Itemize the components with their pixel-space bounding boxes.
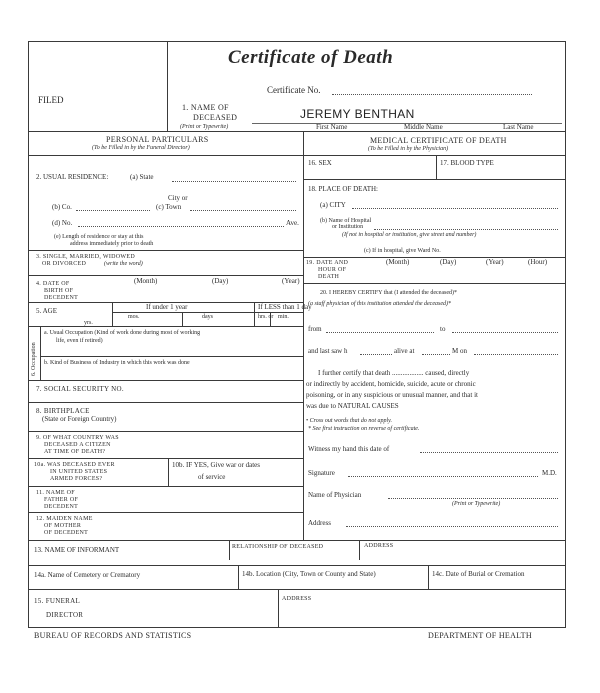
certificate-no-label: Certificate No. — [267, 85, 321, 95]
line-after-16 — [303, 179, 565, 180]
cemetery-divider-1 — [238, 565, 239, 589]
line-after-2 — [28, 250, 303, 251]
yrs-label: yrs. — [84, 320, 93, 326]
right-section-line — [303, 155, 565, 156]
bottom-border — [28, 627, 566, 628]
field-20-line-a: 20. I HEREBY CERTIFY that (I attended the deceased)* — [320, 290, 457, 296]
from-label: from — [308, 325, 322, 333]
field-6a-label-b: life, even if retired) — [56, 338, 103, 344]
line-after-19 — [303, 283, 565, 284]
under-1-year-label: If under 1 year — [146, 303, 188, 311]
header-bottom-border — [28, 131, 566, 132]
field-6a-label-a: a. Usual Occupation (Kind of work done during most of working — [44, 330, 201, 336]
field-14a-label: 14a. Name of Cemetery or Crematory — [34, 571, 141, 579]
physician-print-hint: (Print or Typewrite) — [452, 501, 501, 507]
age-divider-1 — [112, 302, 113, 326]
filed-label: FILED — [38, 95, 64, 105]
line-after-3 — [28, 275, 303, 276]
funeral-divider — [278, 589, 279, 627]
field-4-label-b: BIRTH OF — [44, 288, 74, 294]
footnote-instruction: * See first instruction on reverse of certificate. — [308, 426, 420, 432]
field-6b-label: b. Kind of Business of Industry in which this work was done — [44, 360, 190, 366]
md-label: M.D. — [542, 469, 557, 477]
line-after-18 — [303, 257, 565, 258]
field-2e-label-a: (e) Length of residence or stay at this — [54, 234, 144, 240]
field-9-label-c: AT TIME OF DEATH? — [44, 449, 106, 455]
city-or-label: City or — [168, 194, 188, 202]
signature-label: Signature — [308, 469, 335, 477]
field-11-label-a: 11. NAME OF — [36, 490, 75, 496]
hospital-name-field[interactable] — [374, 229, 558, 230]
field-12-label-a: 12. MAIDEN NAME — [36, 516, 93, 522]
county-field[interactable] — [76, 210, 150, 211]
field-1-label-b: DECEASED — [193, 113, 238, 122]
medical-certificate-title: MEDICAL CERTIFICATE OF DEATH — [370, 136, 507, 145]
death-day-label: (Day) — [440, 258, 457, 266]
death-city-field[interactable] — [352, 208, 558, 209]
personal-particulars-subtitle: (To be Filled in by the Funeral Director) — [92, 145, 190, 151]
line-after-9 — [28, 458, 303, 459]
field-19-label-c: DEATH — [318, 274, 340, 280]
field-20-line-b: (a staff physician of this institution attended the deceased)* — [308, 301, 451, 307]
field-12-label-c: OF DECEDENT — [44, 530, 89, 536]
field-13-label: 13. NAME OF INFORMANT — [34, 546, 120, 554]
birth-month-label: (Month) — [134, 277, 158, 285]
ave-label: Ave. — [286, 219, 299, 227]
death-hour-label: (Hour) — [528, 258, 548, 266]
field-5-label: 5. AGE — [36, 307, 57, 315]
birth-year-label: (Year) — [282, 277, 300, 285]
funeral-address-label: ADDRESS — [282, 596, 312, 602]
to-date-field[interactable] — [452, 332, 558, 333]
last-saw-date-field[interactable] — [474, 354, 558, 355]
filed-divider — [167, 41, 168, 131]
field-4-label-a: 4. DATE OF — [36, 281, 70, 287]
occupation-side-line — [40, 326, 41, 380]
field-10a-label-a: 10a. WAS DECEASED EVER — [34, 462, 115, 468]
witness-label: Witness my hand this date of — [308, 445, 390, 453]
field-2b-label: (b) Co. — [52, 203, 72, 211]
death-month-label: (Month) — [386, 258, 410, 266]
field-9-label-b: DECEASED A CITIZEN — [44, 442, 111, 448]
last-saw-pronoun-field[interactable] — [360, 354, 392, 355]
field-10b-label-b: of service — [198, 473, 226, 481]
min-label: min. — [278, 314, 289, 320]
field-3-label-a: 3. SINGLE, MARRIED, WIDOWED — [36, 254, 135, 260]
last-saw-label-b: alive at — [394, 347, 415, 355]
field-11-label-c: DECEDENT — [44, 504, 79, 510]
first-name-label: First Name — [316, 123, 348, 131]
field-12-label-b: OF MOTHER — [44, 523, 82, 529]
field-19-label-a: 19. DATE AND — [306, 260, 349, 266]
informant-divider-2 — [359, 540, 360, 560]
physician-address-label: Address — [308, 519, 331, 527]
field-3-label-b: OR DIVORCED — [42, 261, 87, 267]
signature-field[interactable] — [348, 476, 538, 477]
physician-name-label: Name of Physician — [308, 491, 362, 499]
line-after-6a — [40, 356, 303, 357]
days-label: days — [202, 314, 213, 320]
age-divider-2 — [254, 302, 255, 326]
age-divider-3 — [182, 312, 183, 326]
line-after-12 — [28, 540, 566, 541]
line-after-10 — [28, 486, 303, 487]
from-date-field[interactable] — [326, 332, 434, 333]
town-field[interactable] — [190, 210, 296, 211]
field-19-label-b: HOUR OF — [318, 267, 347, 273]
field-4-label-c: DECEDENT — [44, 295, 79, 301]
certificate-no-field[interactable] — [332, 94, 532, 95]
further-certify-line-1: I further certify that death .................. caused, directly — [318, 369, 470, 377]
occupation-vertical-label: 6. Occupation — [31, 342, 37, 376]
informant-divider-1 — [229, 540, 230, 560]
death-year-label: (Year) — [486, 258, 504, 266]
field-15-label-b: DIRECTOR — [46, 611, 84, 619]
field-18b-label-a: (b) Name of Hospital — [320, 218, 372, 224]
field-14c-label: 14c. Date of Burial or Cremation — [432, 570, 525, 578]
line-after-5 — [28, 326, 303, 327]
page-title: Certificate of Death — [228, 47, 394, 68]
to-label: to — [440, 325, 446, 333]
further-certify-line-4: was due to NATURAL CAUSES — [306, 402, 399, 410]
line-after-6 — [28, 380, 303, 381]
field-18-label: 18. PLACE OF DEATH: — [308, 185, 379, 193]
center-divider — [303, 131, 304, 540]
physician-address-field[interactable] — [346, 526, 558, 527]
field-10b-label-a: 10b. IF YES, Give war or dates — [172, 461, 261, 469]
field-3-hint: (write the word) — [104, 261, 143, 267]
street-no-field[interactable] — [78, 226, 284, 227]
birth-day-label: (Day) — [212, 277, 229, 285]
last-saw-label-c: M on — [452, 347, 467, 355]
field-16-label: 16. SEX — [308, 159, 332, 167]
hrs-or-label: hrs. or — [258, 314, 274, 320]
field-17-label: 17. BLOOD TYPE — [440, 159, 494, 167]
field-2c-label: (c) Town — [156, 203, 182, 211]
middle-name-label: Middle Name — [404, 123, 443, 131]
top-border — [28, 41, 566, 42]
field-8-label-b: (State or Foreign Country) — [42, 415, 117, 423]
field-11-label-b: FATHER OF — [44, 497, 79, 503]
bureau-label: BUREAU OF RECORDS AND STATISTICS — [34, 631, 192, 640]
physician-name-field[interactable] — [388, 498, 558, 499]
field-1-hint: (Print or Typewrite) — [180, 124, 229, 130]
footnote-cross-out: • Cross out words that do not apply. — [306, 418, 393, 424]
further-certify-line-3: poisoning, or in any suspicious or unusual manner, and that it — [306, 391, 478, 399]
personal-particulars-title: PERSONAL PARTICULARS — [106, 135, 209, 144]
deceased-name-value: JEREMY BENTHAN — [300, 107, 415, 121]
mos-label: mos. — [128, 314, 140, 320]
age-sub-line — [112, 312, 303, 313]
field-10a-label-b: IN UNITED STATES — [50, 469, 108, 475]
sex-blood-divider — [436, 155, 437, 179]
last-saw-label-a: and last saw h — [308, 347, 348, 355]
last-saw-time-field[interactable] — [422, 354, 450, 355]
line-after-13 — [28, 565, 566, 566]
field-18c-label: (c) If in hospital, give Ward No. — [364, 248, 441, 254]
cemetery-divider-2 — [428, 565, 429, 589]
field-18b-label-b: or Institution — [332, 224, 364, 230]
field-2a-label: (a) State — [130, 173, 154, 181]
field-14b-label: 14b. Location (City, Town or County and State) — [242, 570, 376, 578]
field-18a-label: (a) CITY — [320, 201, 346, 209]
field-15-label-a: 15. FUNERAL — [34, 597, 81, 605]
informant-address-label: ADDRESS — [364, 543, 394, 549]
department-label: DEPARTMENT OF HEALTH — [428, 631, 532, 640]
line-after-7 — [28, 402, 303, 403]
witness-date-field[interactable] — [420, 452, 558, 453]
field-2-label: 2. USUAL RESIDENCE: — [36, 173, 109, 181]
field-10a-label-c: ARMED FORCES? — [50, 476, 103, 482]
line-after-8 — [28, 431, 303, 432]
medical-certificate-subtitle: (To be Filled in by the Physician) — [368, 146, 449, 152]
relationship-label: RELATIONSHIP OF DECEASED — [232, 544, 324, 550]
state-field[interactable] — [172, 181, 296, 182]
field-2d-label: (d) No. — [52, 219, 73, 227]
last-name-label: Last Name — [503, 123, 534, 131]
field-1-label-a: 1. NAME OF — [182, 103, 229, 112]
field-18b-hint: (If not in hospital or institution, give street and number) — [342, 232, 477, 238]
field-9-label-a: 9. OF WHAT COUNTRY WAS — [36, 435, 119, 441]
field-2e-label-b: address immediately prior to death — [70, 241, 154, 247]
line-after-11 — [28, 512, 303, 513]
left-section-line — [28, 155, 303, 156]
field-10-divider — [168, 458, 169, 486]
field-8-label-a: 8. BIRTHPLACE — [36, 407, 90, 415]
further-certify-line-2: or indirectly by accident, homicide, suicide, acute or chronic — [306, 380, 476, 388]
line-after-14 — [28, 589, 566, 590]
field-7-label: 7. SOCIAL SECURITY NO. — [36, 385, 124, 393]
less-1-day-label: If LESS than 1 day — [258, 303, 312, 311]
